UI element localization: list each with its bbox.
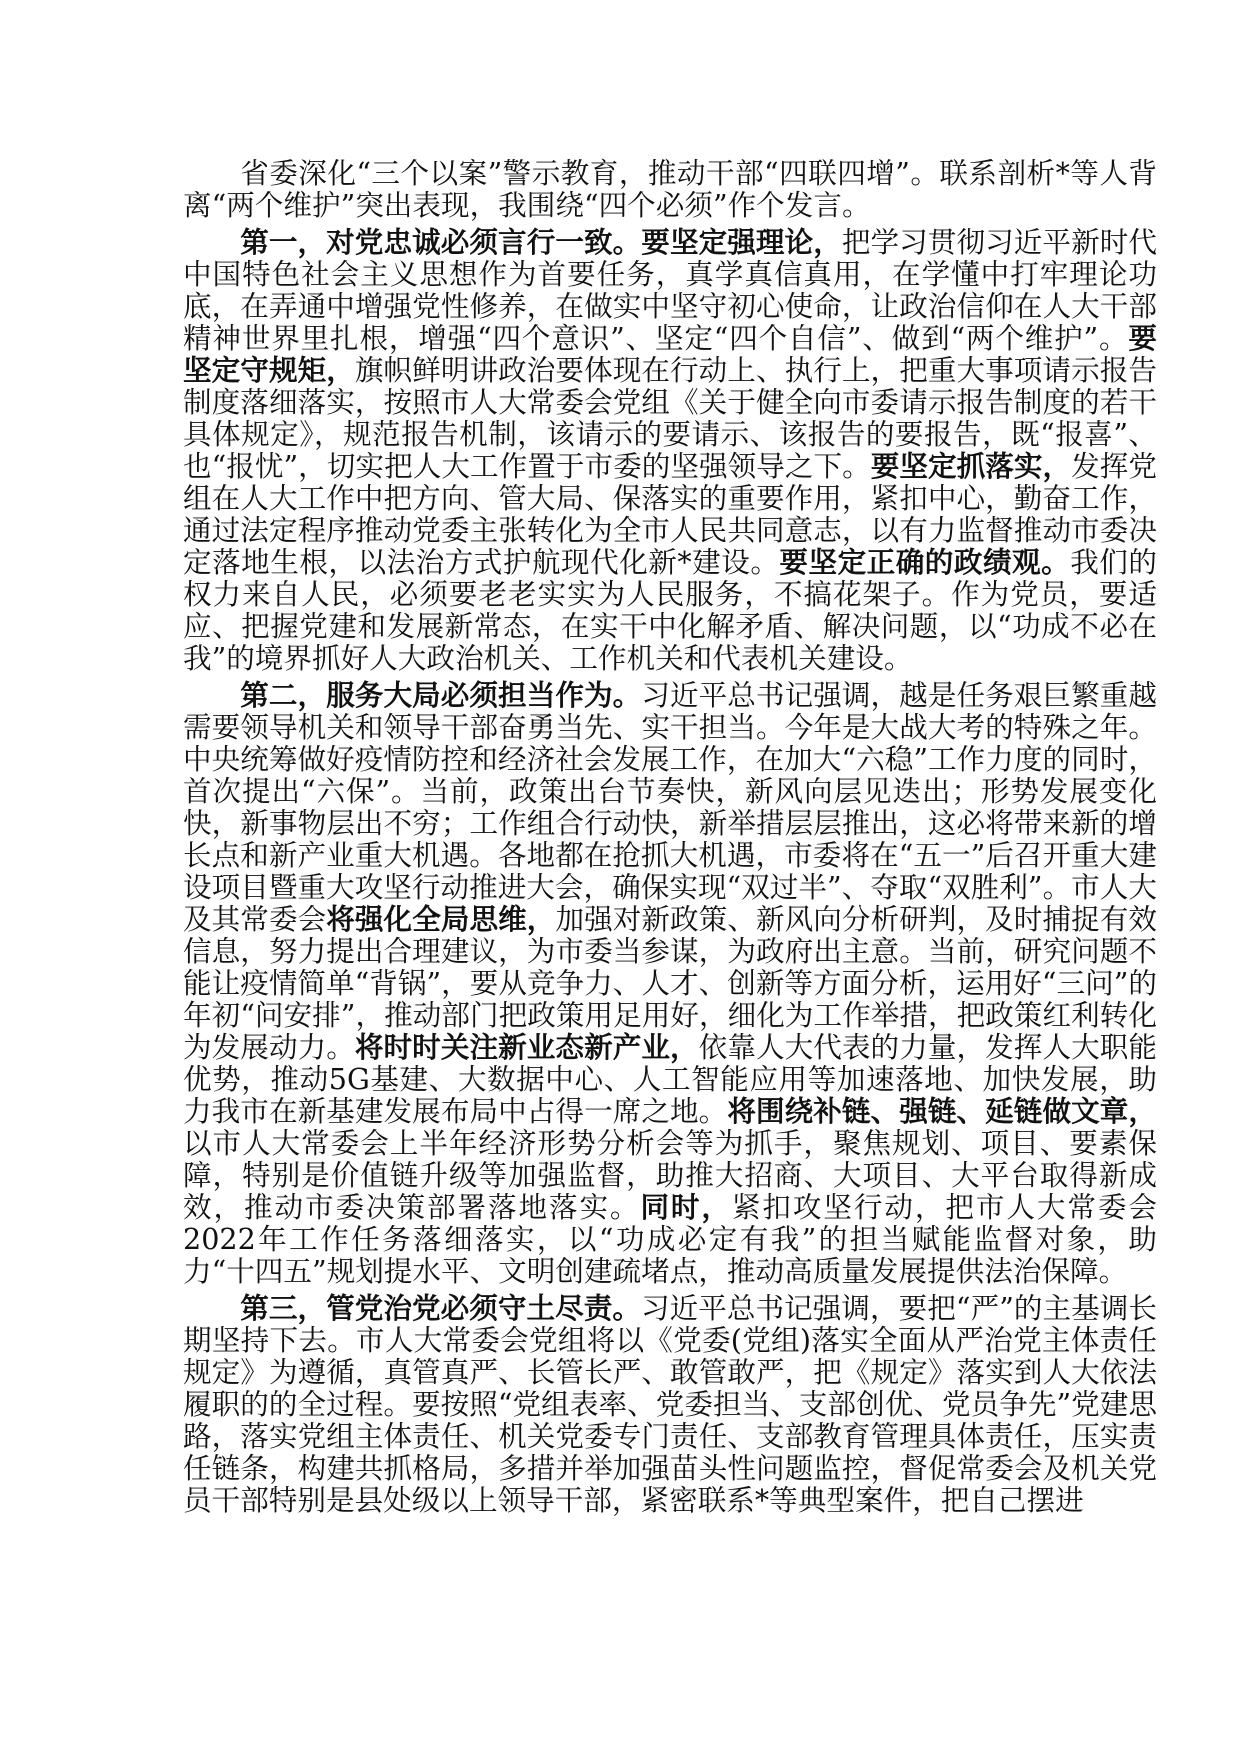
paragraph-text: 习近平总书记强调，要把“严”的主基调长期坚持下去。市人大常委会党组将以《党委(党组)落实全面从严治党主体责任规定》为遵循，真管真严、长管长严、敢管敢严，把《规定》落实到人大依法履职的的全过程。要按照“党组表率、党委担当、支部创优、党员争先”党建思路，落实党组主体责任、机关党委专门责任、支部教育管理具体责任，压实责任链条，构建共抓格局，多措并举加强苗头性问题监控，督促常委会及机关党员干部特别是县处级以上领导干部，紧密联系*等典型案件，把自己摆进 — [183, 1291, 1157, 1517]
bold-point: 要坚定正确的政绩观。 — [779, 545, 1071, 579]
section-heading: 第一，对党忠诚必须言行一致。要坚定强理论， — [240, 225, 842, 259]
paragraph-text: 依靠人大代表的力量，发挥人大职能优势，推动5G基建、大数据中心、人工智能应用等加速落地、加快发展，助力我市在新基建发展布局中占得一席之地。 — [183, 1030, 1157, 1128]
paragraph-text: 把学习贯彻习近平新时代中国特色社会主义思想作为首要任务，真学真信真用，在学懂中打牢理论功底，在弄通中增强党性修养，在做实中坚守初心使命，让政治信仰在人大干部精神世界里扎根，增强“四个意识”、坚定“四个自信”、做到“两个维护”。 — [183, 225, 1157, 355]
section-heading: 第二，服务大局必须担当作为。 — [240, 678, 642, 712]
paragraph-text: 发挥党组在人大工作中把方向、管大局、保落实的重要作用，紧扣中心，勤奋工作，通过法定程序推动党委主张转化为全市人民共同意志，以有力监督推动市委决定落地生根，以法治方式护航现代化新*建设。 — [183, 449, 1157, 579]
paragraph-text: 省委深化“三个以案”警示教育，推动干部“四联四增”。联系剖析*等人背离“两个维护”突出表现，我围绕“四个必须”作个发言。 — [183, 156, 1157, 222]
section-two-paragraph — [183, 679, 1157, 1287]
intro-paragraph — [183, 157, 1157, 221]
bold-point: 将时时关注新业态新产业， — [354, 1030, 699, 1064]
bold-point: 将围绕补链、强链、延链做文章， — [727, 1094, 1157, 1128]
section-heading: 第三，管党治党必须守土尽责。 — [240, 1291, 641, 1325]
paragraph-text: 以市人大常委会上半年经济形势分析会等为抓手，聚焦规划、项目、要素保障，特别是价值链升级等加强监督，助推大招商、大项目、大平台取得新成效，推动市委决策部署落地落实。 — [183, 1126, 1157, 1224]
bold-point: 同时， — [640, 1190, 732, 1224]
paragraph-text: 加强对新政策、新风向分析研判，及时捕捉有效信息，努力提出合理建议，为市委当参谋，为政府出主意。当前，研究问题不能让疫情简单“背锅”，要从竞争力、人才、创新等方面分析，运用好“三问”的年初“问安排”，推动部门把政策用足用好，细化为工作举措，把政策红利转化为发展动力。 — [183, 902, 1157, 1064]
bold-point: 将强化全局思维， — [326, 902, 556, 936]
paragraph-text: 习近平总书记强调，越是任务艰巨繁重越需要领导机关和领导干部奋勇当先、实干担当。今年是大战大考的特殊之年。中央统筹做好疫情防控和经济社会发展工作，在加大“六稳”工作力度的同时，首次提出“六保”。当前，政策出台节奏快，新风向层见迭出；形势发展变化快，新事物层出不穷；工作组合行动快，新举措层层推出，这必将带来新的增长点和新产业重大机遇。各地都在抢抓大机遇，市委将在“五一”后召开重大建设项目暨重大攻坚行动推进大会，确保实现“双过半”、夺取“双胜利”。市人大及其常委会 — [183, 678, 1157, 936]
bold-point: 要坚定守规矩， — [183, 321, 1157, 387]
paragraph-text: 旗帜鲜明讲政治要体现在行动上、执行上，把重大事项请示报告制度落细落实，按照市人大常委会党组《关于健全向市委请示报告制度的若干具体规定》，规范报告机制，该请示的要请示、该报告的要报告，既“报喜”、也“报忧”，切实把人大工作置于市委的坚强领导之下。 — [183, 353, 1157, 483]
section-three-paragraph — [183, 1292, 1157, 1516]
bold-point: 要坚定抓落实， — [870, 449, 1072, 483]
document-page — [183, 157, 1157, 1521]
paragraph-text: 我们的权力来自人民，必须要老老实实为人民服务，不搞花架子。作为党员，要适应、把握党建和发展新常态，在实干中化解矛盾、解决问题，以“功成不必在我”的境界抓好人大政治机关、工作机关和代表机关建设。 — [183, 545, 1157, 675]
section-one-paragraph — [183, 226, 1157, 674]
paragraph-text: 紧扣攻坚行动，把市人大常委会2022年工作任务落细落实，以“功成必定有我”的担当赋能监督对象，助力“十四五”规划提水平、文明创建疏堵点，推动高质量发展提供法治保障。 — [183, 1190, 1157, 1288]
